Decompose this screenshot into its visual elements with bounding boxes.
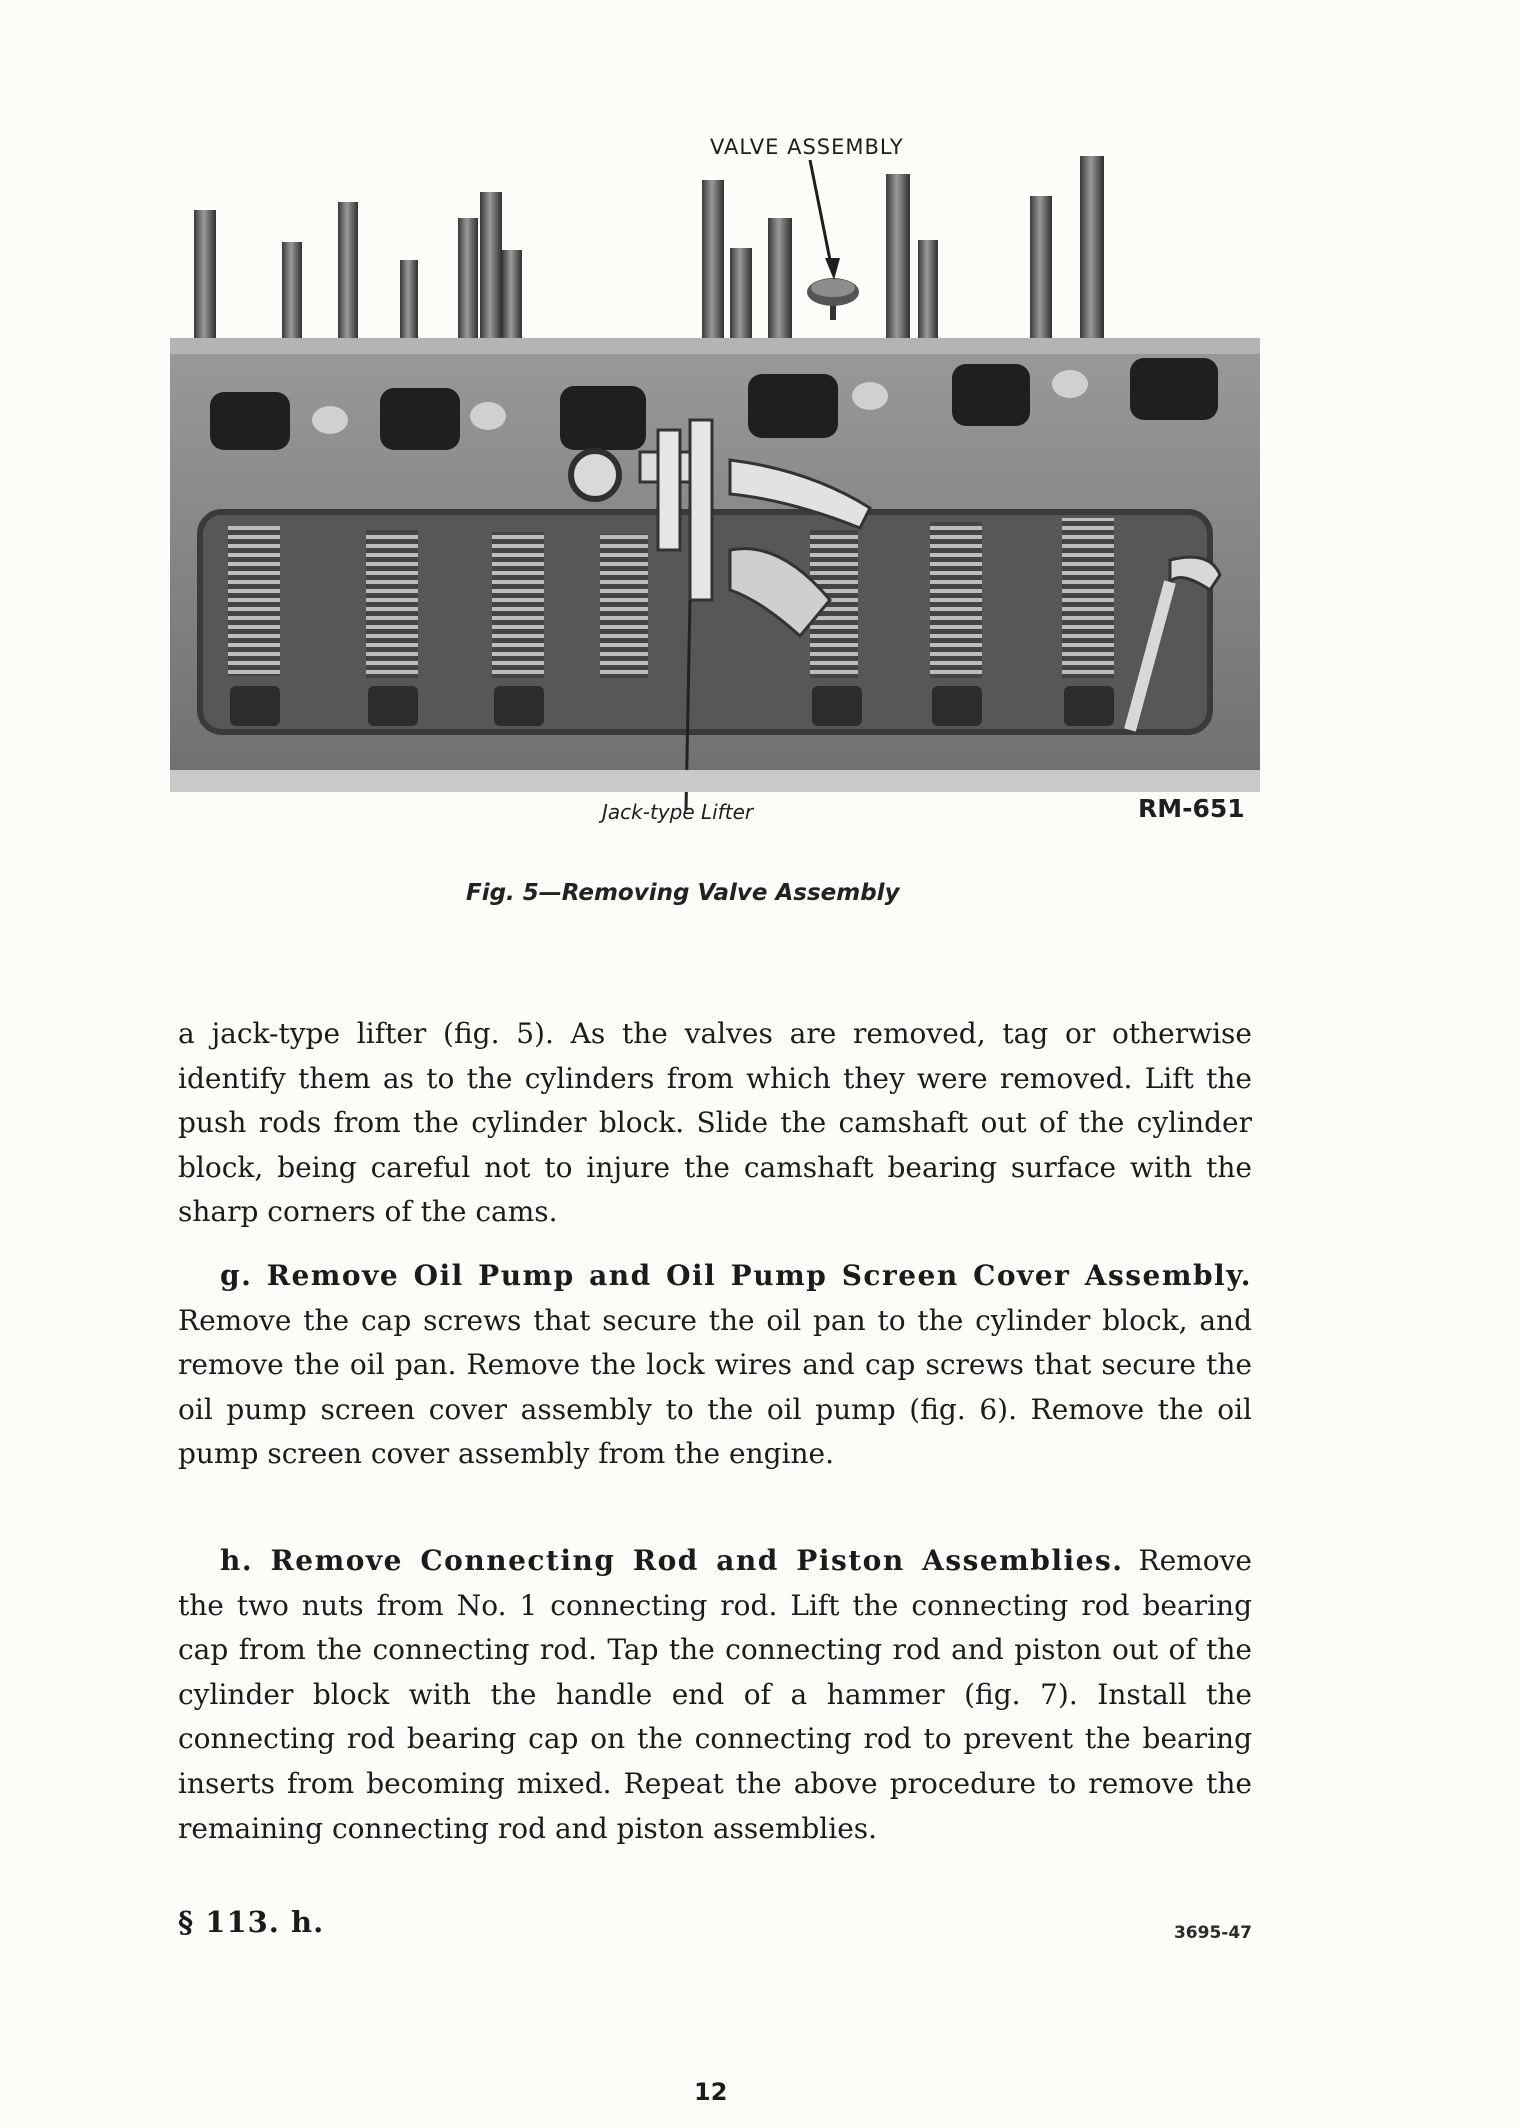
document-number: 3695-47 [1173, 1923, 1252, 1943]
push-rods [194, 156, 1104, 342]
paragraph-text: Remove the cap screws that secure the oil pan to the cylinder block, and remove the oil pan. Remove the lock wires and cap screws that secure the oil pump screen cover assembly to the oil pump (fig. 6). Remove the oil pump screen cover assembly from the engine. [178, 1303, 1252, 1471]
paragraph-g [178, 1254, 1252, 1477]
paragraph-h [178, 1539, 1252, 1851]
paragraph-text: Remove the two nuts from No. 1 connecting rod. Lift the connecting rod bearing cap from the connecting rod. Tap the connecting rod and piston out of the cylinder block with the handle end of a hammer (fig. 7). Install the connecting rod bearing cap on the connecting rod to prevent the bearing inserts from becoming mixed. Repeat the above procedure to remove the remaining connecting rod and piston assemblies. [178, 1544, 1252, 1845]
page-number: 12 [694, 2078, 728, 2106]
paragraph-heading: g. Remove Oil Pump and Oil Pump Screen Cover Assembly. [220, 1259, 1252, 1292]
lifter-callout: Jack-type Lifter [602, 800, 754, 824]
section-reference: § 113. h. [178, 1905, 325, 1939]
photo-id: RM-651 [1138, 794, 1245, 823]
figure-valve-assembly [170, 130, 1260, 830]
engine-photo [170, 130, 1260, 830]
paragraph-continuation [178, 1012, 1252, 1235]
paragraph-text: a jack-type lifter (fig. 5). As the valves are removed, tag or otherwise identify them as to the cylinders from which they were removed. Lift the push rods from the cylinder block. Slide the camshaft out of the cylinder block, being careful not to injure the camshaft bearing surface with the sharp corners of the cams. [178, 1017, 1252, 1229]
valve-assembly-callout: VALVE ASSEMBLY [710, 135, 904, 159]
paragraph-heading: h. Remove Connecting Rod and Piston Assemblies. [220, 1544, 1124, 1577]
callout-arrow [810, 160, 832, 270]
figure-caption: Fig. 5—Removing Valve Assembly [466, 880, 900, 906]
valve-head [807, 278, 859, 320]
